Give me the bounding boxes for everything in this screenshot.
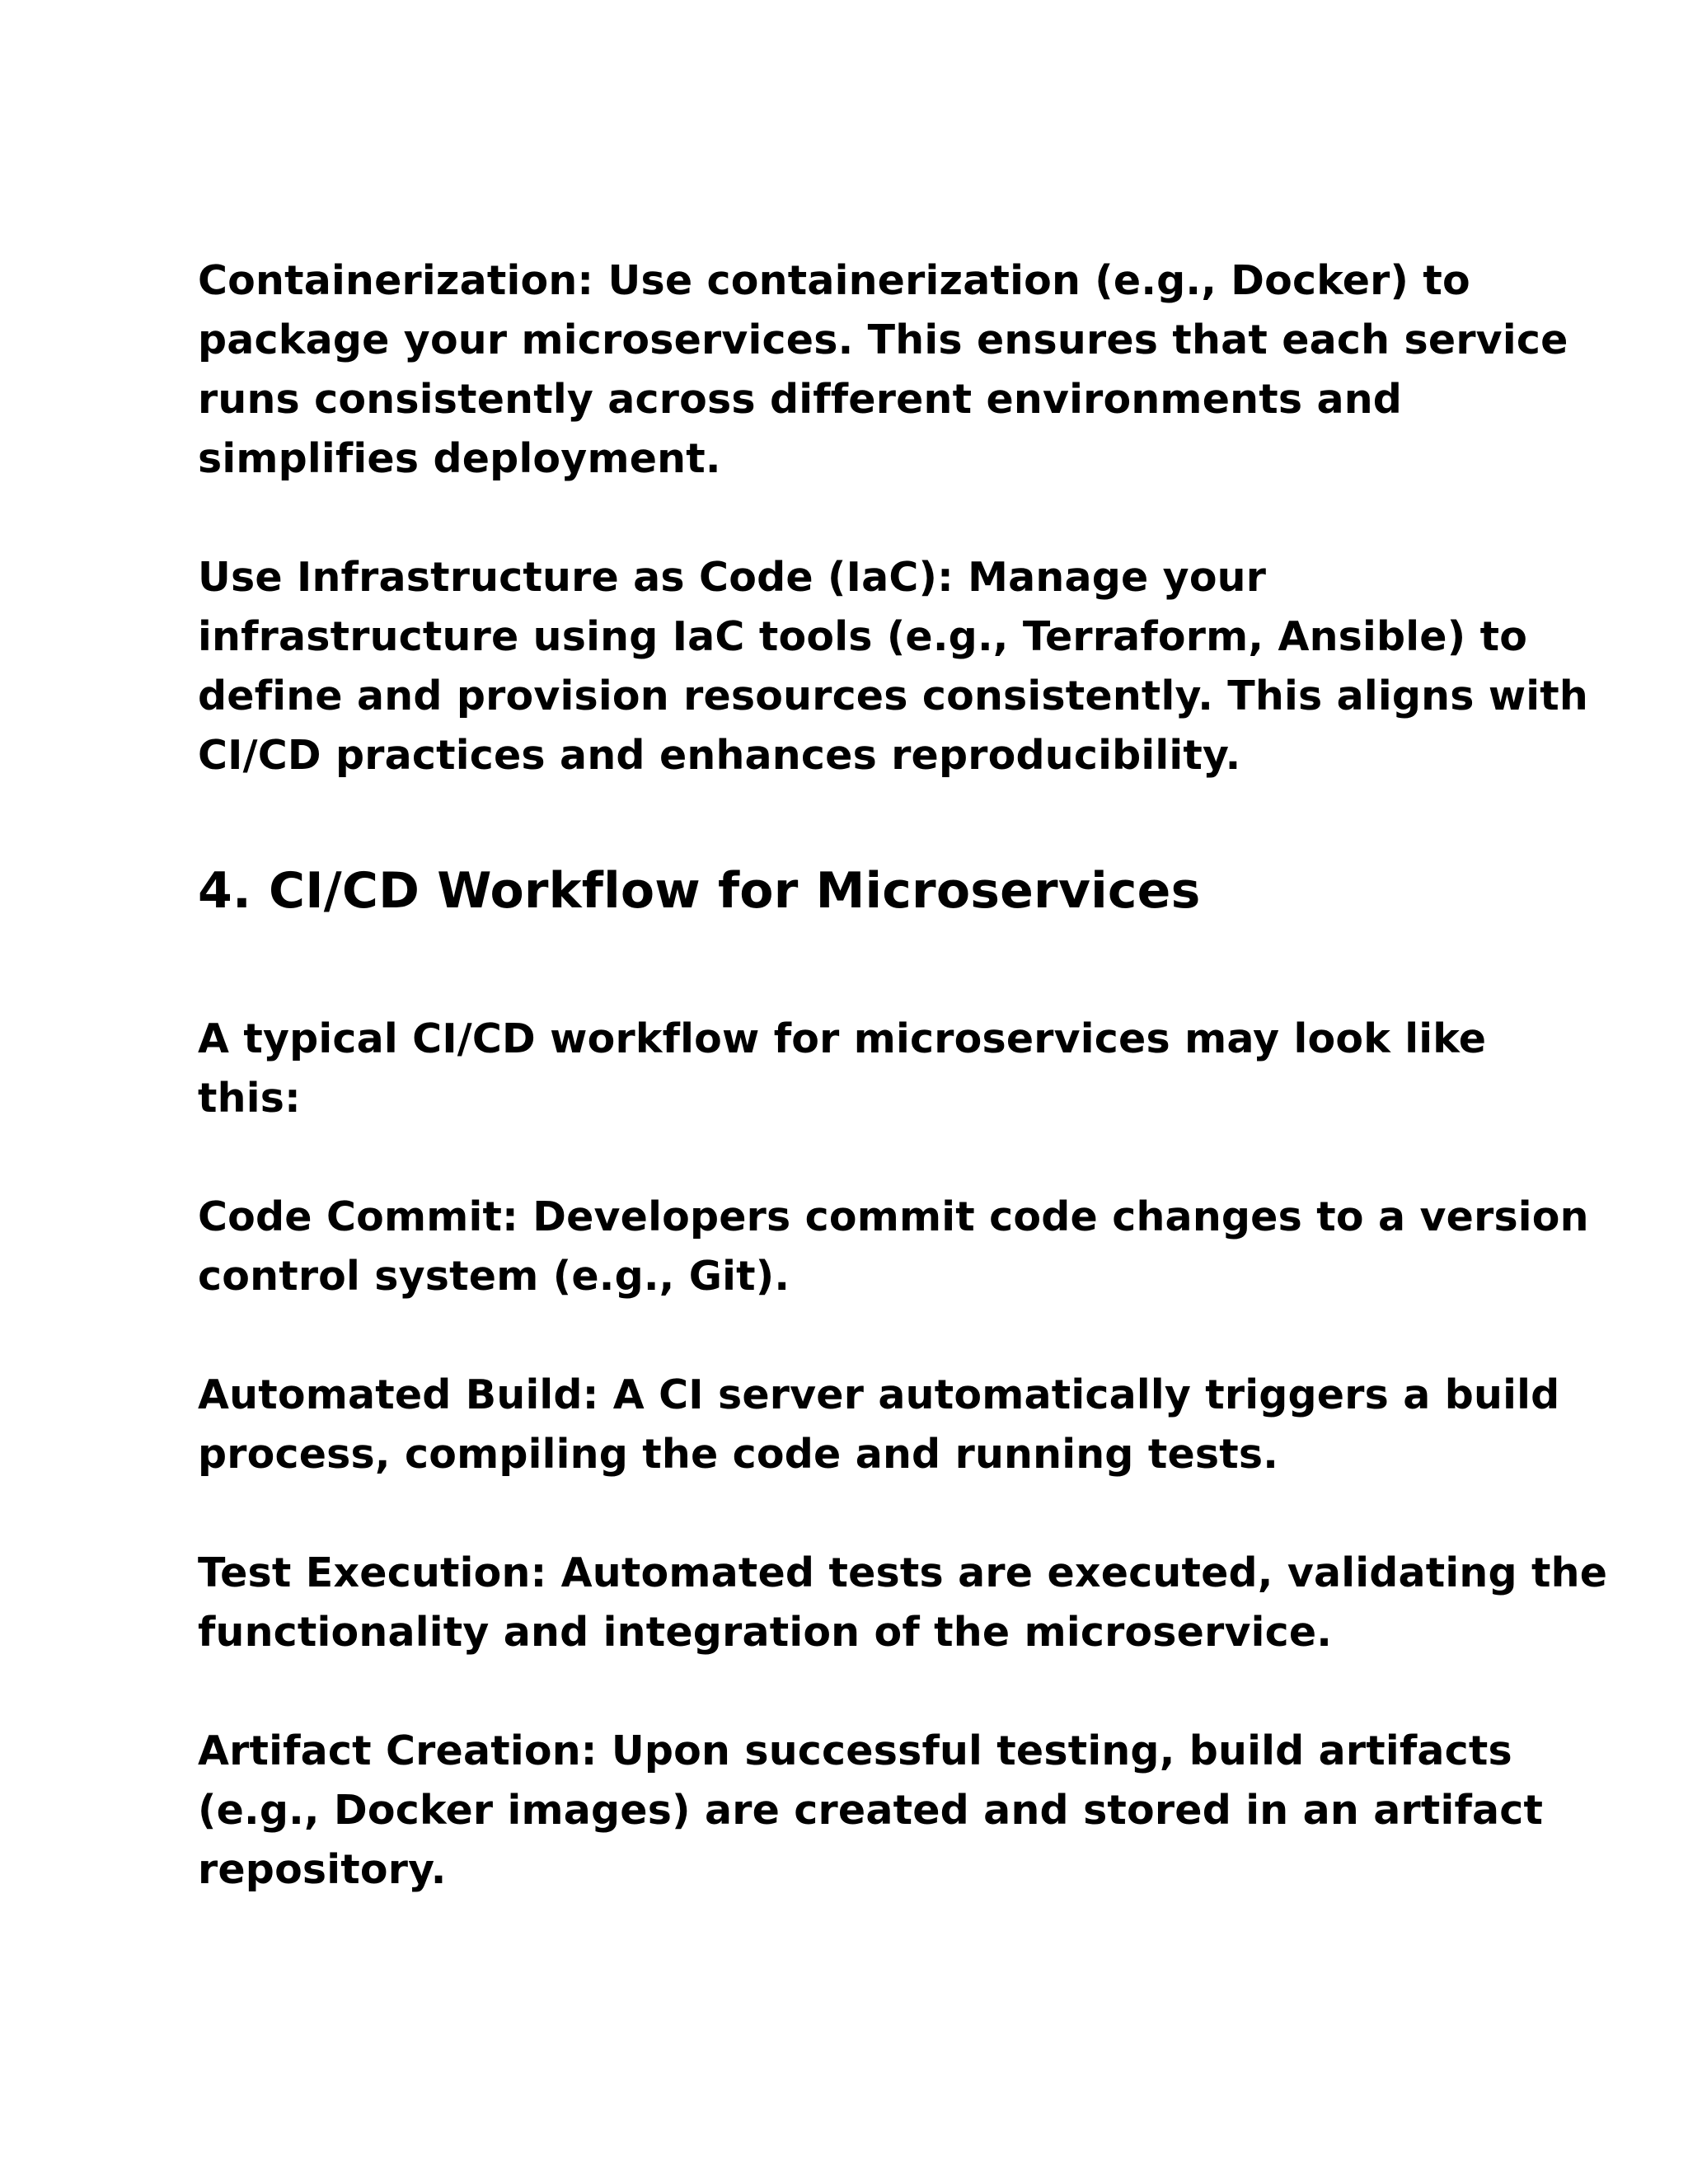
paragraph-test-execution [198,1544,1608,1662]
paragraph-workflow-intro [198,1010,1500,1128]
text-line: Test Execution: Automated tests are executed, validating the [198,1549,1608,1596]
text-line: simplifies deployment. [198,435,721,482]
text-line: Code Commit: Developers commit code changes to a version [198,1193,1589,1240]
paragraph-code-commit [198,1188,1589,1306]
text-line: A typical CI/CD workflow for microservices may look like [198,1015,1487,1062]
text-line: Containerization: Use containerization (e.g., Docker) to [198,257,1470,304]
text-line: Artifact Creation: Upon successful testing, build artifacts [198,1727,1512,1774]
text-line: process, compiling the code and running tests. [198,1431,1279,1478]
text-line: Use Infrastructure as Code (IaC): Manage your [198,554,1267,601]
paragraph-automated-build [198,1366,1560,1484]
text-line: Automated Build: A CI server automatically triggers a build [198,1371,1560,1418]
text-line: this: [198,1075,301,1122]
text-line: CI/CD practices and enhances reproducibility. [198,732,1241,779]
text-line: package your microservices. This ensures that each service [198,316,1568,363]
text-line: repository. [198,1846,447,1893]
section-heading: 4. CI/CD Workflow for Microservices [198,862,1201,920]
text-line: define and provision resources consistently. This aligns with [198,673,1589,719]
paragraph-containerization [198,251,1568,489]
document-body [198,251,1608,1959]
text-line: runs consistently across different environments and [198,376,1403,423]
paragraph-iac [198,548,1589,785]
text-line: (e.g., Docker images) are created and stored in an artifact [198,1787,1544,1834]
text-line: control system (e.g., Git). [198,1253,790,1300]
paragraph-artifact-creation [198,1722,1544,1900]
text-line: infrastructure using IaC tools (e.g., Terraform, Ansible) to [198,613,1528,660]
text-line: functionality and integration of the microservice. [198,1609,1333,1656]
